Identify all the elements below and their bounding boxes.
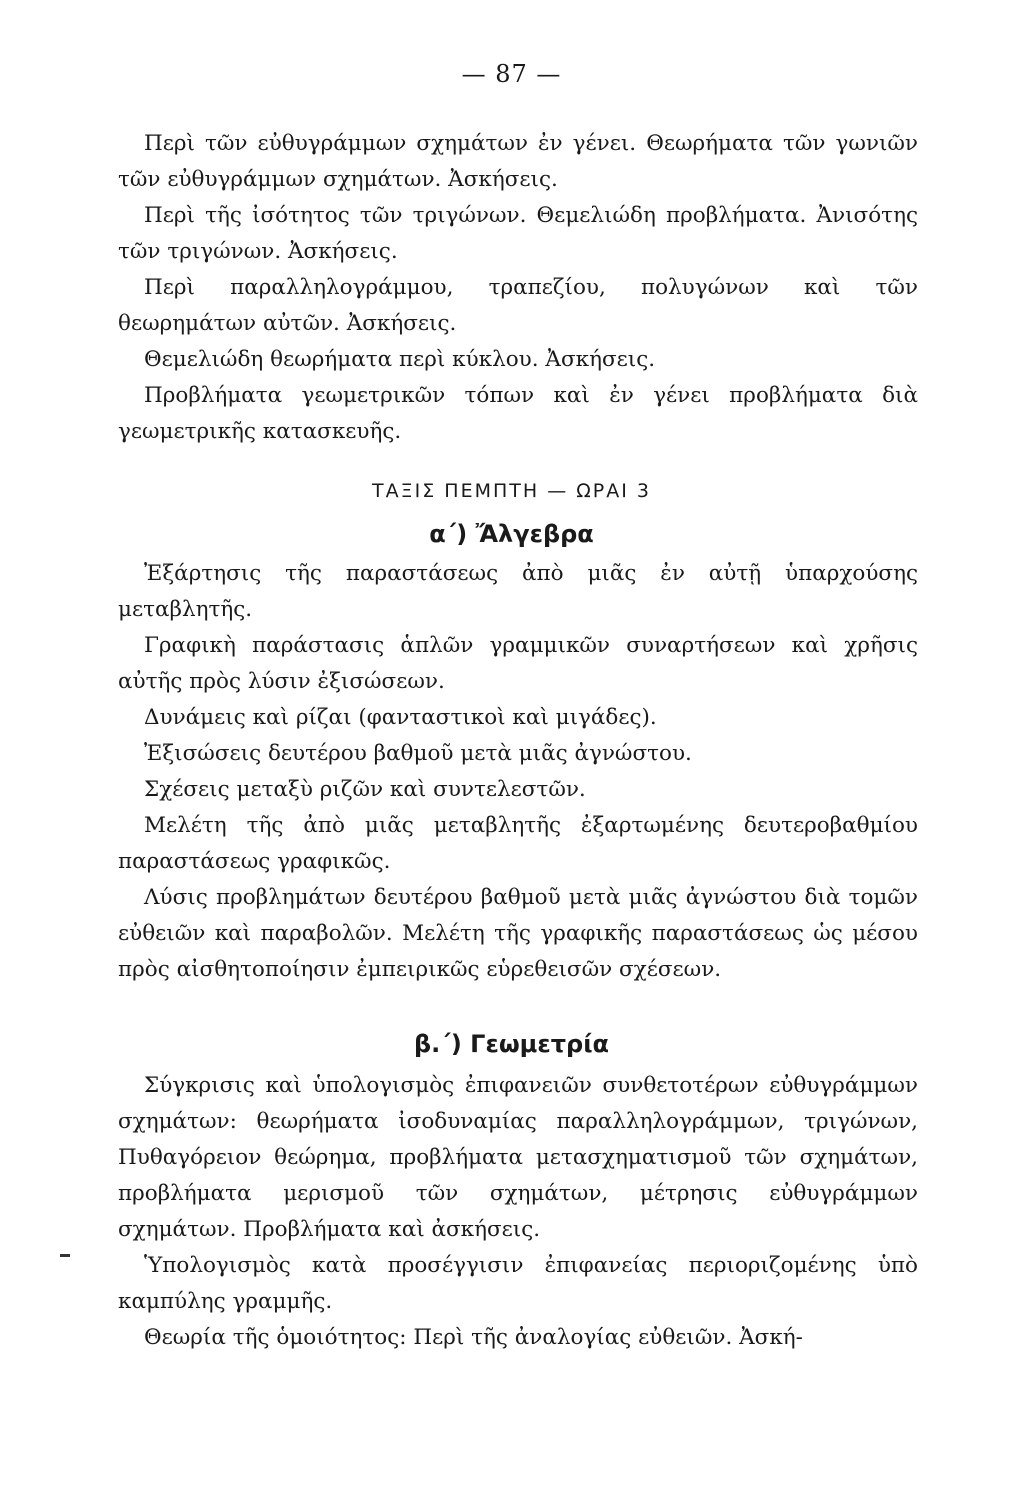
- algebra-heading: α΄) Ἄλγεβρα: [429, 520, 594, 548]
- geometry-section: [118, 1068, 918, 1356]
- paragraph: Δυνάμεις καὶ ρίζαι (φανταστικοὶ καὶ μιγάδες).: [144, 705, 657, 730]
- paragraph: Μελέτη τῆς ἀπὸ μιᾶς μεταβλητῆς ἐξαρτωμένης δευτεροβαθμίου παραστάσεως γραφικῶς.: [118, 813, 918, 874]
- paragraph: Θεμελιώδη θεωρήματα περὶ κύκλου. Ἀσκήσεις.: [144, 347, 656, 372]
- paragraph: Σχέσεις μεταξὺ ριζῶν καὶ συντελεστῶν.: [144, 777, 586, 802]
- paragraph: Ἐξάρτησις τῆς παραστάσεως ἀπὸ μιᾶς ἐν αὐτῇ ὑπαρχούσης μεταβλητῆς.: [118, 561, 918, 622]
- paragraph: Θεωρία τῆς ὁμοιότητος: Περὶ τῆς ἀναλογίας εὐθειῶν. Ἀσκή-: [144, 1325, 803, 1350]
- paragraph: Σύγκρισις καὶ ὑπολογισμὸς ἐπιφανειῶν συνθετοτέρων εὐθυγράμμων σχημάτων: θεωρήματα ἰσοδυναμίας παραλληλογράμμων, τριγώνων, Πυθαγόρειον θεώρημα, προβλήματα μετασχηματισμοῦ τῶν σχημάτων, προβλήματα μερισμοῦ τῶν σχημάτων, μέτρησις εὐθυγράμμων σχημάτων. Προβλήματα καὶ ἀσκήσεις.: [118, 1073, 918, 1242]
- paragraph: Ἐξισώσεις δευτέρου βαθμοῦ μετὰ μιᾶς ἀγνώστου.: [144, 741, 692, 766]
- paragraph: Περὶ τῆς ἰσότητος τῶν τριγώνων. Θεμελιώδη προβλήματα. Ἀνισότης τῶν τριγώνων. Ἀσκήσεις.: [118, 203, 918, 264]
- page-number: — 87 —: [461, 60, 562, 88]
- paragraph: Γραφικὴ παράστασις ἁπλῶν γραμμικῶν συναρτήσεων καὶ χρῆσις αὐτῆς πρὸς λύσιν ἐξισώσεων.: [118, 633, 918, 694]
- paragraph: Περὶ τῶν εὐθυγράμμων σχημάτων ἐν γένει. Θεωρήματα τῶν γωνιῶν τῶν εὐθυγράμμων σχημάτων. Ἀσκήσεις.: [118, 131, 918, 192]
- paragraph: Προβλήματα γεωμετρικῶν τόπων καὶ ἐν γένει προβλήματα διὰ γεωμετρικῆς κατασκευῆς.: [118, 383, 918, 444]
- paragraph: Λύσις προβλημάτων δευτέρου βαθμοῦ μετὰ μιᾶς ἀγνώστου διὰ τομῶν εὐθειῶν καὶ παραβολῶν. Μελέτη τῆς γραφικῆς παραστάσεως ὡς μέσου πρὸς αἰσθητοποίησιν ἐμπειρικῶς εὑρεθεισῶν σχέσεων.: [118, 885, 918, 982]
- class-header: ΤΑΞΙΣ ΠΕΜΠΤΗ — ΩΡΑΙ 3: [372, 480, 651, 502]
- paragraph: Ὑπολογισμὸς κατὰ προσέγγισιν ἐπιφανείας περιοριζομένης ὑπὸ καμπύλης γραμμῆς.: [118, 1253, 918, 1314]
- algebra-section: [118, 556, 918, 988]
- margin-mark: [60, 1254, 70, 1257]
- intro-section: [118, 126, 918, 450]
- geometry-heading: β.΄) Γεωμετρία: [413, 1030, 610, 1058]
- paragraph: Περὶ παραλληλογράμμου, τραπεζίου, πολυγώνων καὶ τῶν θεωρημάτων αὐτῶν. Ἀσκήσεις.: [118, 275, 918, 336]
